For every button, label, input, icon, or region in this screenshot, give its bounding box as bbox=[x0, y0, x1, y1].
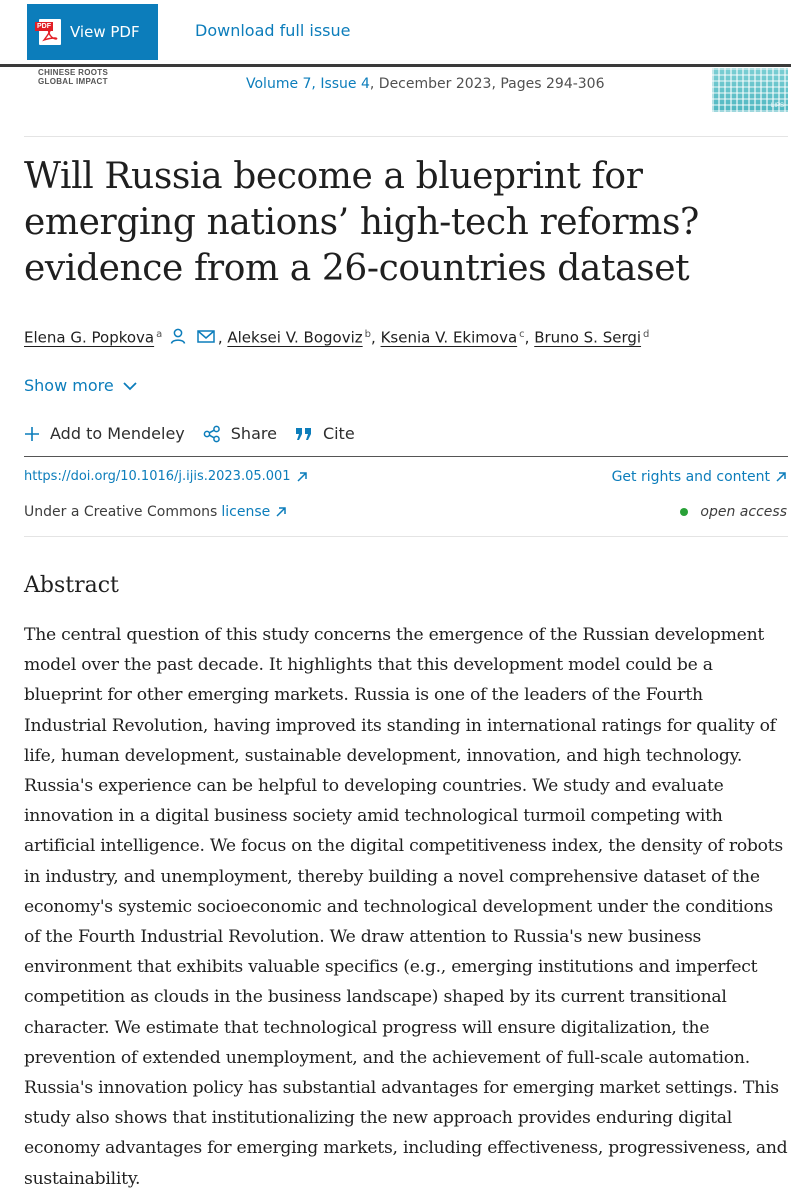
journal-cover-thumbnail[interactable] bbox=[712, 68, 788, 112]
quote-icon bbox=[295, 427, 313, 441]
article-title: Will Russia become a blueprint for emerging nations’ high-tech reforms? evidence from a 26-countries dataset bbox=[24, 156, 699, 289]
author-separator: , bbox=[524, 328, 530, 347]
actions-divider bbox=[24, 456, 788, 457]
license-link[interactable] bbox=[221, 504, 287, 520]
header-divider bbox=[24, 136, 788, 137]
show-more-button[interactable] bbox=[24, 376, 138, 395]
add-to-mendeley-button[interactable] bbox=[24, 424, 185, 443]
author-list bbox=[24, 327, 649, 349]
license-prefix: Under a Creative Commons bbox=[24, 504, 218, 520]
plus-icon bbox=[24, 426, 40, 442]
article-actions bbox=[24, 424, 373, 443]
volume-issue-link[interactable]: Volume 7, Issue 4 bbox=[246, 76, 370, 92]
author-link[interactable]: Elena G. Popkova bbox=[24, 328, 155, 347]
share-icon bbox=[203, 425, 221, 443]
license-info bbox=[24, 504, 287, 520]
cite-button[interactable] bbox=[295, 424, 355, 443]
pdf-acrobat-icon bbox=[42, 28, 58, 42]
meta-divider bbox=[24, 536, 788, 537]
share-label: Share bbox=[230, 424, 277, 443]
journal-logo[interactable] bbox=[38, 68, 108, 86]
view-pdf-label: View PDF bbox=[70, 23, 140, 41]
top-toolbar bbox=[0, 0, 791, 64]
share-button[interactable] bbox=[203, 424, 277, 443]
author-link[interactable]: Ksenia V. Ekimova bbox=[380, 328, 518, 347]
author-separator: , bbox=[217, 328, 223, 347]
journal-logo-line1: CHINESE ROOTS bbox=[38, 68, 109, 77]
author-link[interactable]: Bruno S. Sergi bbox=[534, 328, 642, 347]
license-link-text: license bbox=[221, 504, 271, 520]
abstract-heading: Abstract bbox=[24, 573, 119, 598]
toolbar-divider bbox=[0, 64, 791, 67]
person-icon[interactable] bbox=[169, 327, 187, 349]
rights-text: Get rights and content bbox=[611, 469, 770, 485]
open-access-label: open access bbox=[700, 504, 787, 520]
issue-info bbox=[246, 76, 605, 92]
external-link-icon bbox=[275, 506, 287, 518]
affiliation-marker[interactable]: a bbox=[156, 328, 163, 340]
affiliation-marker[interactable]: b bbox=[364, 328, 372, 340]
external-link-icon bbox=[296, 471, 308, 483]
download-full-issue-link[interactable]: Download full issue bbox=[195, 21, 351, 40]
affiliation-marker[interactable]: c bbox=[519, 328, 525, 340]
author-link[interactable]: Aleksei V. Bogoviz bbox=[227, 328, 363, 347]
view-pdf-button[interactable] bbox=[27, 4, 158, 60]
doi-link[interactable] bbox=[24, 469, 308, 484]
pdf-tag: PDF bbox=[37, 23, 51, 30]
affiliation-marker[interactable]: d bbox=[643, 328, 650, 340]
author-separator: , bbox=[371, 328, 376, 347]
external-link-icon bbox=[775, 471, 787, 483]
cite-label: Cite bbox=[322, 424, 355, 443]
chevron-down-icon bbox=[122, 381, 138, 391]
journal-logo-line2: GLOBAL IMPACT bbox=[38, 77, 108, 86]
doi-text: https://doi.org/10.1016/j.ijis.2023.05.001 bbox=[24, 469, 291, 484]
open-access-badge bbox=[680, 504, 787, 520]
abstract-text: The central question of this study concerns the emergence of the Russian development model over the past decade. It highlights that this development model could be a blueprint for other emerging markets. Russia is one of the leaders of the Fourth Industrial Revolution, having improved its standing in international ratings for quality of life, human development, sustainable development, innovation, and high technology. Russia's experience can be helpful to developing countries. We study and evaluate innovation in a digital business society amid technological turmoil competing with artificial intelligence. We focus on the digital competitiveness index, the density of robots in industry, and unemployment, thereby building a novel comprehensive dataset of the economy's systemic socioeconomic and technological development under the conditions of the Fourth Industrial Revolution. We draw attention to Russia's new business environment that exhibits valuable specifics (e.g., emerging institutions and imperfect competition as clouds in the business landscape) shaped by its current transitional character. We estimate that technological progress will ensure digitalization, the prevention of extended unemployment, and the achievement of full-scale automation. Russia's innovation policy has substantial advantages for emerging market settings. This study also shows that institutionalizing the new approach provides enduring digital economy advantages for emerging markets, including effectiveness, progressiveness, and sustainability. bbox=[24, 625, 788, 1189]
show-more-label: Show more bbox=[24, 376, 114, 395]
add-to-mendeley-label: Add to Mendeley bbox=[50, 424, 185, 443]
get-rights-link[interactable] bbox=[612, 469, 787, 485]
issue-date-pages: , December 2023, Pages 294-306 bbox=[369, 76, 605, 92]
pdf-file-icon bbox=[39, 19, 61, 45]
open-access-dot-icon bbox=[680, 508, 688, 516]
cover-text: LIPS bbox=[770, 103, 784, 109]
envelope-icon[interactable] bbox=[196, 328, 216, 348]
